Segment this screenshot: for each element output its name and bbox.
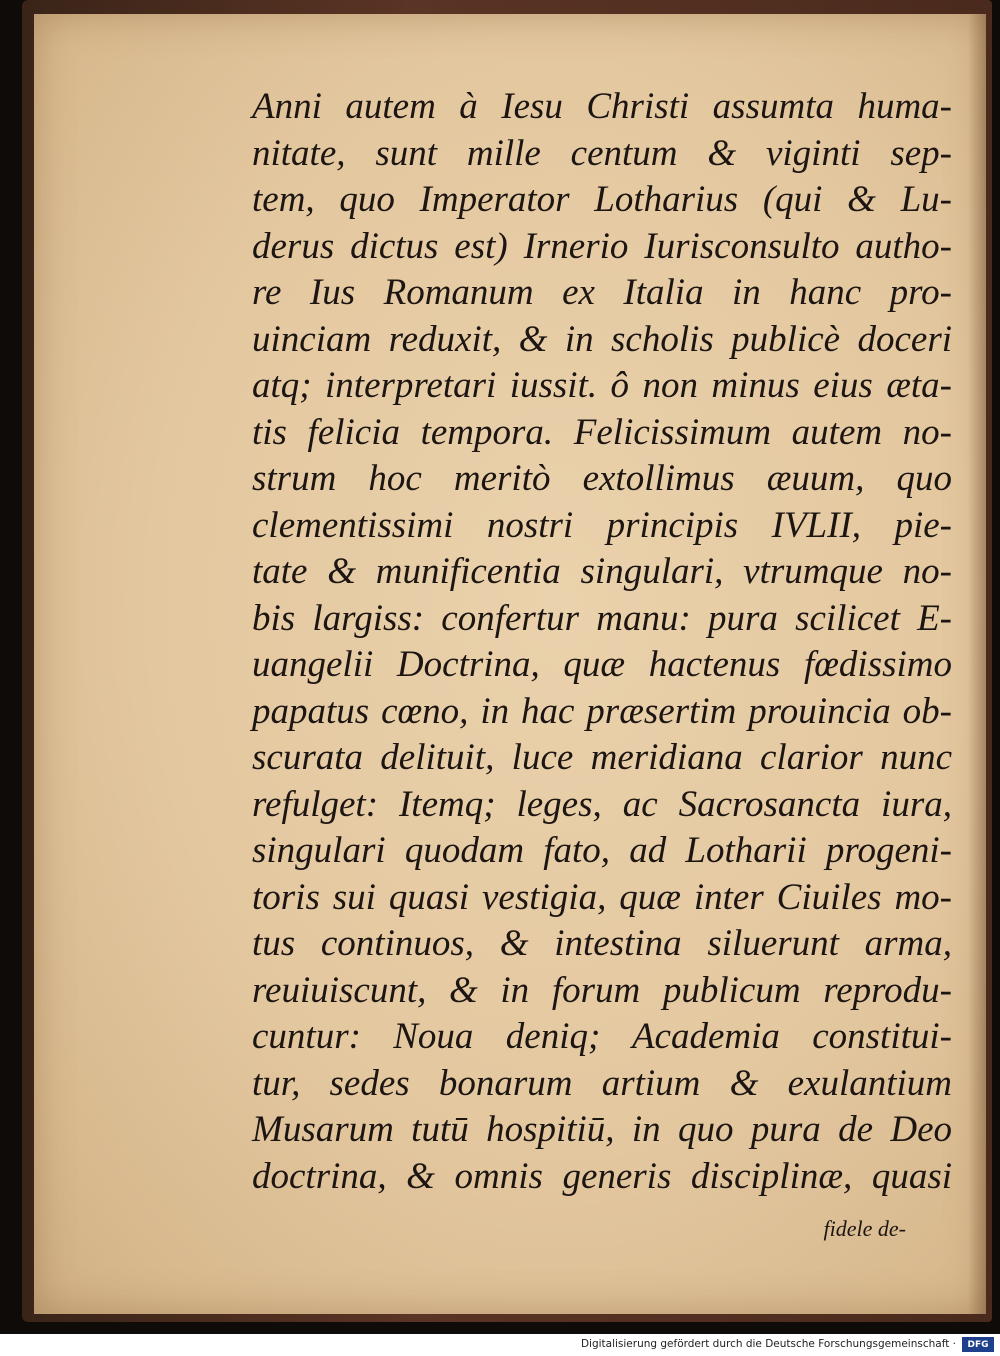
text-line: papatus cœno, in hac præsertim prouincia ob- <box>252 690 952 732</box>
text-line: tis felicia tempora. Felicissimum autem no- <box>252 411 952 453</box>
text-line: strum hoc meritò extollimus æuum, quo <box>252 458 952 499</box>
text-line: singulari quodam fato, ad Lotharii progeni- <box>252 830 952 871</box>
text-line: Musarum tutū hospitiū, in quo pura de Deo <box>252 1109 952 1150</box>
dfg-logo-icon: DFG <box>962 1337 994 1352</box>
text-line: refulget: Itemq; leges, ac Sacrosancta iura, <box>252 783 952 825</box>
text-line: scurata delituit, luce meridiana clarior nunc <box>252 737 952 778</box>
text-line: doctrina, & omnis generis disciplinæ, quasi <box>252 1155 952 1197</box>
text-line: tus continuos, & intestina siluerunt arma, <box>252 923 952 964</box>
text-line: clementissimi nostri principis IVLII, pie- <box>252 504 952 546</box>
page-text-block <box>252 84 952 1200</box>
text-line: tem, quo Imperator Lotharius (qui & Lu- <box>252 179 952 220</box>
text-line: toris sui quasi vestigia, quæ inter Ciuiles mo- <box>252 876 952 918</box>
book-page <box>34 14 986 1314</box>
text-line: re Ius Romanum ex Italia in hanc pro- <box>252 272 952 313</box>
text-line: uangelii Doctrina, quæ hactenus fœdissimo <box>252 644 952 685</box>
footer-bar <box>0 1334 1000 1356</box>
text-line: nitate, sunt mille centum & viginti sep- <box>252 132 952 174</box>
text-line: bis largiss: confertur manu: pura scilicet E- <box>252 597 952 639</box>
text-line: tate & munificentia singulari, vtrumque no- <box>252 551 952 592</box>
text-line: cuntur: Noua deniq; Academia constitui- <box>252 1016 952 1057</box>
text-line: atq; interpretari iussit. ô non minus eius æta- <box>252 365 952 406</box>
text-line: reuiuiscunt, & in forum publicum reprodu- <box>252 969 952 1011</box>
text-line: uinciam reduxit, & in scholis publicè doceri <box>252 318 952 360</box>
text-line: derus dictus est) Irnerio Iurisconsulto autho- <box>252 225 952 267</box>
text-line: Anni autem à Iesu Christi assumta huma- <box>252 86 952 127</box>
funding-credit: Digitalisierung gefördert durch die Deutsche Forschungsgemeinschaft · <box>580 1338 956 1350</box>
text-line: tur, sedes bonarum artium & exulantium <box>252 1062 952 1104</box>
catchword: fidele de- <box>823 1216 906 1241</box>
